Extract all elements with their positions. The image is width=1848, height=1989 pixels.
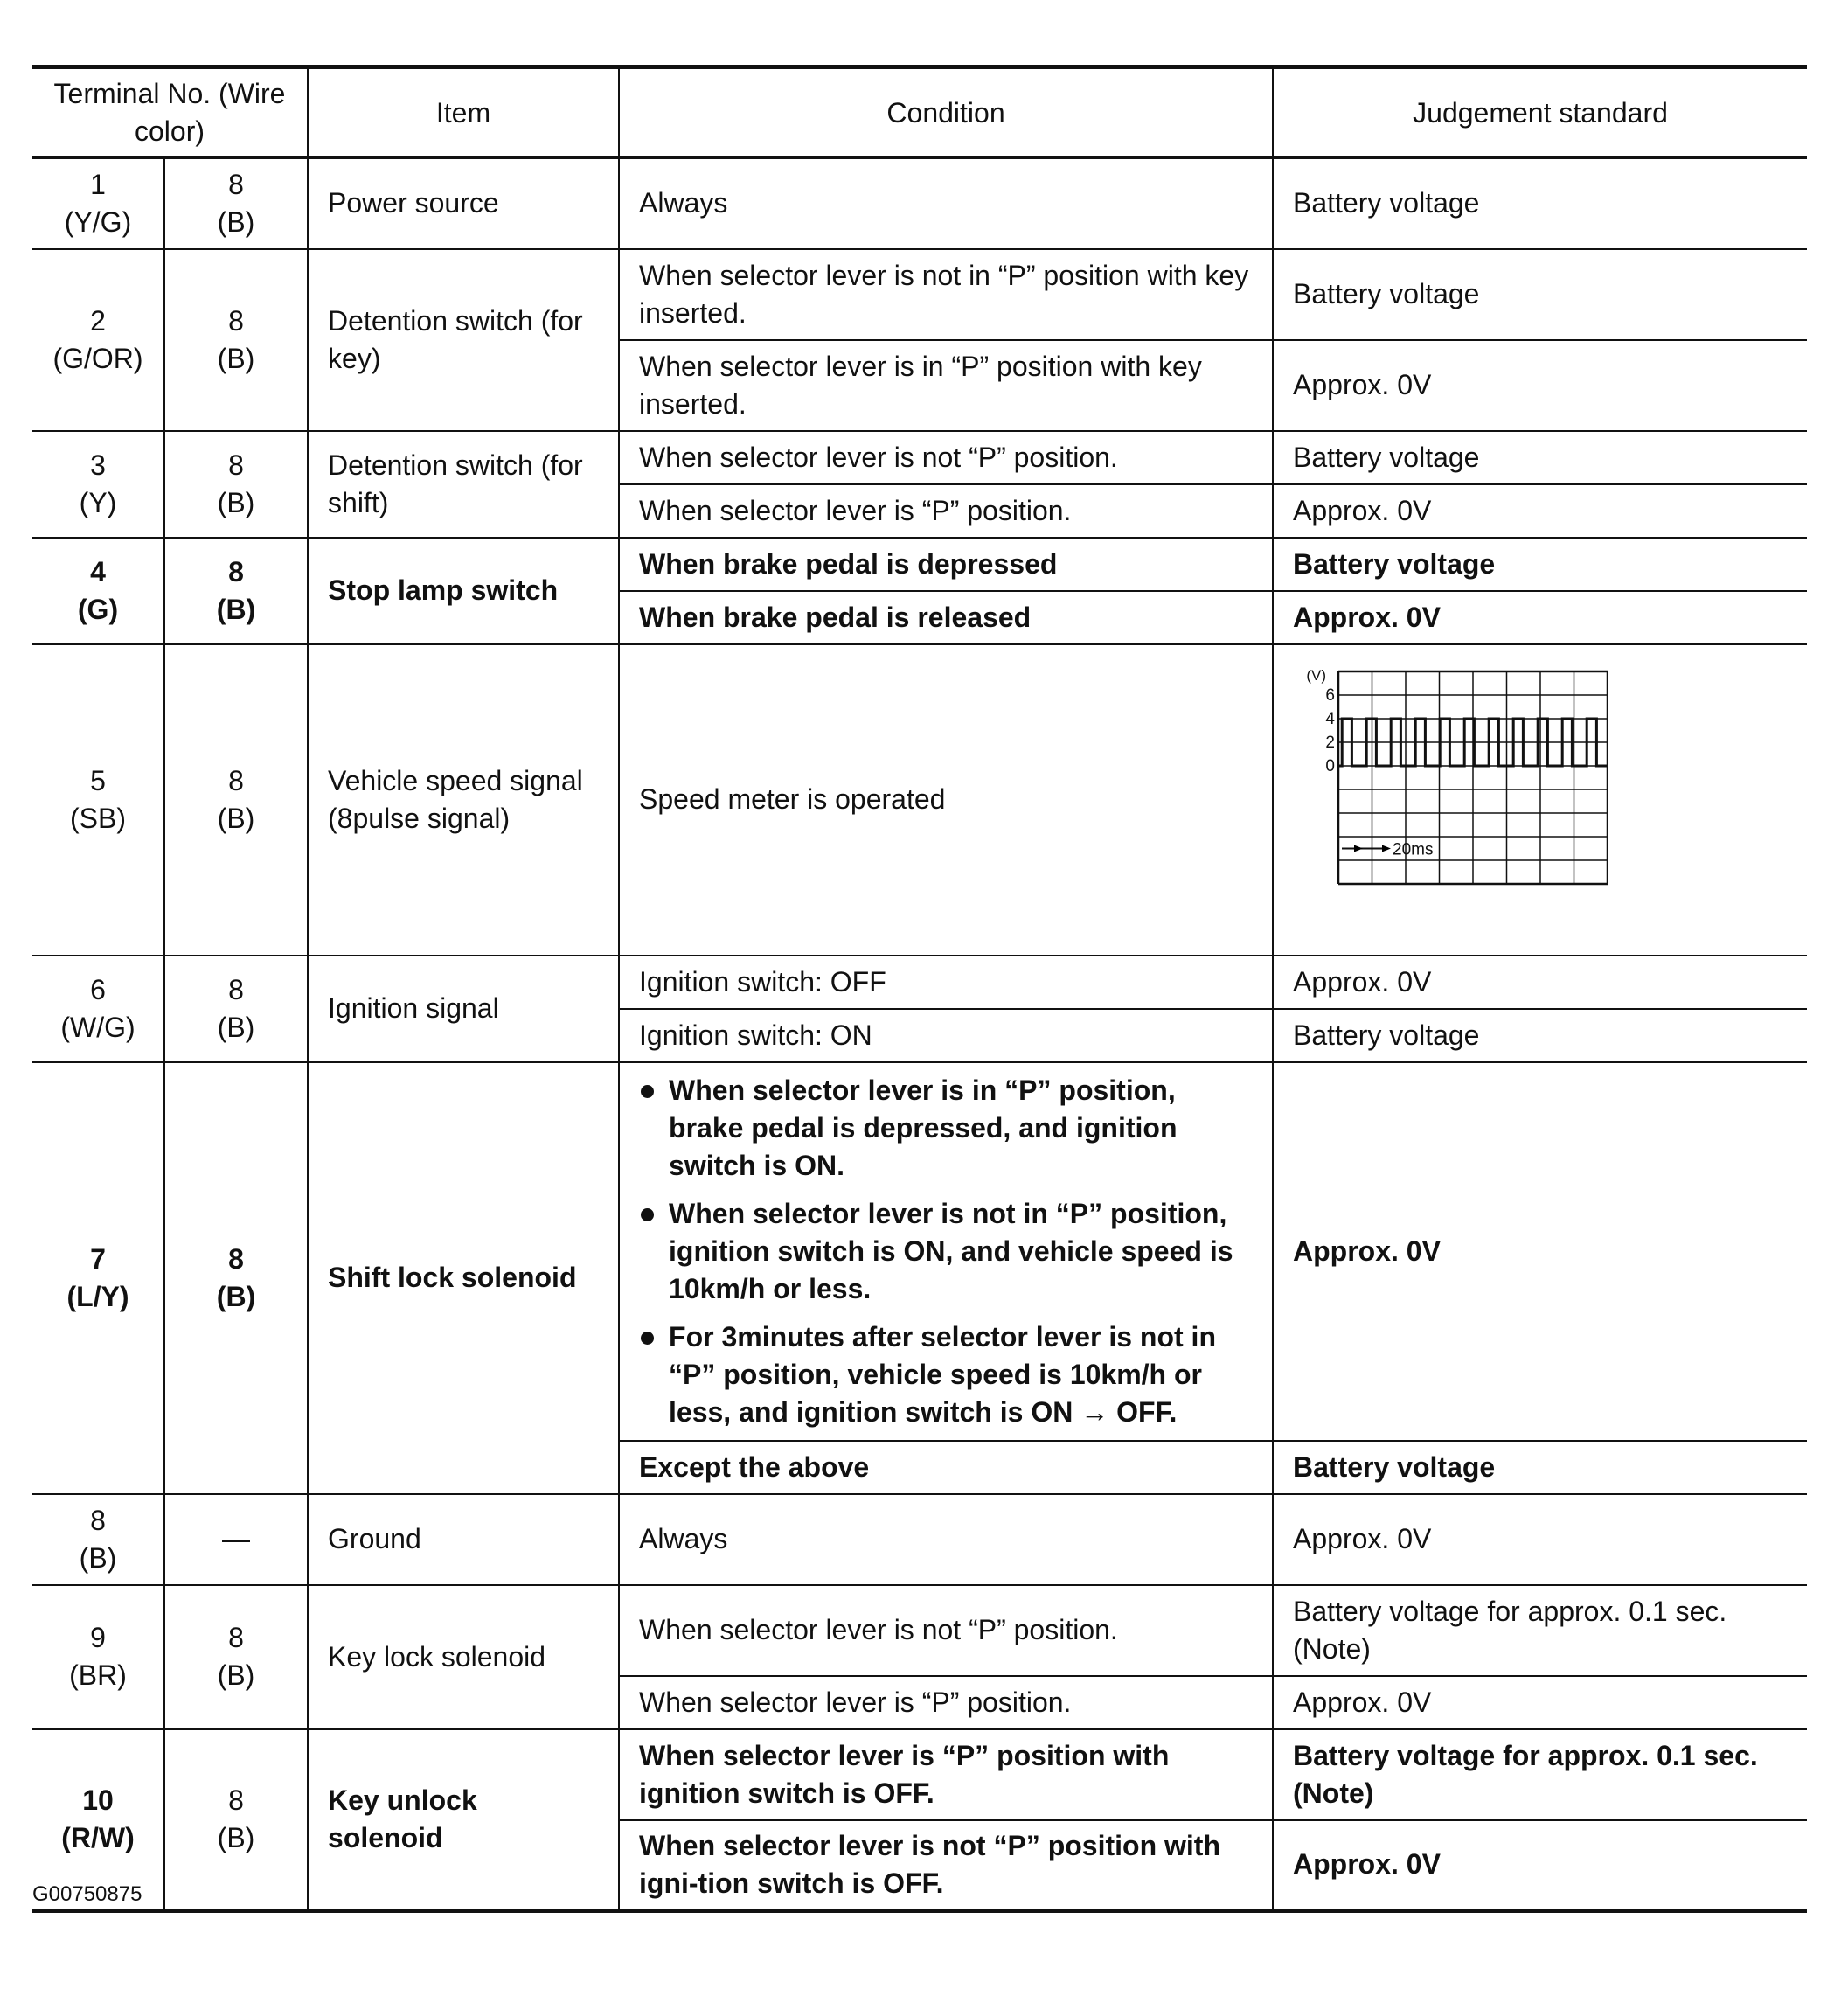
terminal-number: 3	[90, 449, 106, 481]
judgement-cell: Battery voltage	[1273, 538, 1807, 591]
wire-color: (Y)	[79, 486, 117, 518]
ground-wire-color: (B)	[217, 1659, 255, 1691]
y-tick-label: 6	[1325, 685, 1336, 705]
ground-terminal-cell	[164, 1585, 308, 1729]
condition-cell: When brake pedal is released	[619, 591, 1273, 644]
y-axis-label: (V)	[1306, 666, 1327, 684]
y-tick-label: 2	[1325, 733, 1336, 752]
table-row	[32, 1729, 1807, 1820]
ground-terminal-cell	[164, 158, 308, 249]
condition-cell: When selector lever is “P” position.	[619, 1676, 1273, 1729]
wire-color: (G)	[77, 593, 119, 625]
ground-wire-color: (B)	[217, 486, 255, 518]
header-condition: Condition	[619, 67, 1273, 158]
condition-cell: When selector lever is not “P” position with igni-tion switch is OFF.	[619, 1820, 1273, 1911]
judgement-cell: Approx. 0V	[1273, 1676, 1807, 1729]
arrowhead-icon	[1382, 845, 1391, 852]
wire-color: (W/G)	[60, 1011, 135, 1043]
figure-code: G00750875	[32, 1882, 142, 1906]
period-label: 20ms	[1393, 840, 1434, 859]
wire-color: (BR)	[69, 1659, 127, 1691]
ground-wire-color: (B)	[217, 1821, 255, 1853]
list-item: When selector lever is not in “P” position, ignition switch is ON, and vehicle speed is 10km/h or less.	[639, 1195, 1253, 1308]
terminal-number: 6	[90, 973, 106, 1005]
ground-terminal-number: 8	[228, 1242, 244, 1275]
wire-color: (SB)	[70, 802, 126, 834]
list-item: For 3minutes after selector lever is not in “P” position, vehicle speed is 10km/h or less, and ignition switch is ON → OFF.	[639, 1318, 1253, 1431]
header-item: Item	[308, 67, 619, 158]
condition-cell: Always	[619, 158, 1273, 249]
header-judgement: Judgement standard	[1273, 67, 1807, 158]
table-row	[32, 1585, 1807, 1676]
terminal-number: 2	[90, 304, 106, 337]
ground-wire-color: (B)	[216, 593, 256, 625]
ground-wire-color: (B)	[217, 802, 255, 834]
speed-signal-waveform-chart	[1293, 663, 1608, 899]
terminal-cell	[32, 1494, 164, 1585]
y-axis-ticks	[1325, 686, 1335, 775]
judgement-cell: Approx. 0V	[1273, 1062, 1807, 1441]
judgement-cell: Approx. 0V	[1273, 340, 1807, 431]
judgement-chart-cell	[1273, 644, 1807, 956]
item-cell: Power source	[308, 158, 619, 249]
ground-terminal-number: 8	[228, 555, 244, 588]
ground-terminal-number: 8	[228, 1784, 244, 1816]
terminal-number: 4	[90, 555, 106, 588]
wire-color: (Y/G)	[64, 205, 132, 238]
header-row	[32, 67, 1807, 158]
table-row	[32, 1494, 1807, 1585]
item-cell: Key lock solenoid	[308, 1585, 619, 1729]
terminal-number: 9	[90, 1622, 106, 1653]
ground-terminal-cell	[164, 431, 308, 538]
terminal-cell	[32, 644, 164, 956]
condition-cell: When selector lever is “P” position.	[619, 484, 1273, 538]
wire-color: (R/W)	[61, 1821, 135, 1853]
table-row	[32, 249, 1807, 340]
table-row	[32, 538, 1807, 591]
terminal-cell	[32, 158, 164, 249]
condition-cell: When selector lever is in “P” position with key inserted.	[619, 340, 1273, 431]
judgement-cell: Approx. 0V	[1273, 956, 1807, 1009]
judgement-cell: Battery voltage for approx. 0.1 sec. (Note)	[1273, 1729, 1807, 1820]
ground-terminal-cell	[164, 249, 308, 431]
item-cell: Detention switch (for shift)	[308, 431, 619, 538]
condition-cell: Always	[619, 1494, 1273, 1585]
condition-cell: When selector lever is not in “P” position with key inserted.	[619, 249, 1273, 340]
terminal-spec-table	[32, 65, 1807, 1913]
ground-terminal-number: —	[222, 1523, 250, 1554]
terminal-cell	[32, 1585, 164, 1729]
terminal-cell	[32, 1062, 164, 1494]
judgement-cell: Battery voltage	[1273, 431, 1807, 484]
terminal-number: 5	[90, 764, 106, 796]
ground-terminal-number: 8	[228, 449, 244, 481]
table-row	[32, 431, 1807, 484]
judgement-cell: Battery voltage	[1273, 1009, 1807, 1062]
table-row	[32, 644, 1807, 956]
ground-terminal-cell	[164, 1729, 308, 1911]
terminal-number: 8	[90, 1504, 106, 1536]
condition-cell: When selector lever is not “P” position.	[619, 431, 1273, 484]
wire-color: (G/OR)	[52, 342, 143, 374]
terminal-number: 1	[90, 168, 106, 200]
ground-terminal-number: 8	[228, 764, 244, 796]
ground-terminal-cell	[164, 538, 308, 644]
ground-wire-color: (B)	[216, 1280, 256, 1312]
ground-wire-color: (B)	[217, 342, 255, 374]
y-tick-label: 0	[1325, 756, 1336, 775]
ground-terminal-number: 8	[228, 973, 244, 1005]
terminal-cell	[32, 249, 164, 431]
ground-terminal-cell	[164, 644, 308, 956]
arrowhead-icon	[1354, 845, 1363, 852]
judgement-cell: Approx. 0V	[1273, 1820, 1807, 1911]
condition-cell: Ignition switch: OFF	[619, 956, 1273, 1009]
judgement-cell: Approx. 0V	[1273, 484, 1807, 538]
judgement-cell: Battery voltage for approx. 0.1 sec. (Note)	[1273, 1585, 1807, 1676]
condition-cell: When selector lever is “P” position with ignition switch is OFF.	[619, 1729, 1273, 1820]
judgement-cell: Approx. 0V	[1273, 1494, 1807, 1585]
terminal-cell	[32, 956, 164, 1062]
chart-grid	[1338, 671, 1608, 884]
ground-terminal-number: 8	[228, 304, 244, 337]
ground-terminal-number: 8	[228, 168, 244, 200]
judgement-cell: Battery voltage	[1273, 249, 1807, 340]
condition-cell: When brake pedal is depressed	[619, 538, 1273, 591]
condition-cell: Speed meter is operated	[619, 644, 1273, 956]
condition-bullets-cell	[619, 1062, 1273, 1441]
ground-terminal-cell	[164, 1062, 308, 1494]
wire-color: (B)	[79, 1541, 117, 1574]
header-terminal-no: Terminal No. (Wire color)	[32, 67, 308, 158]
condition-bullet-list	[639, 1068, 1253, 1435]
condition-cell: Except the above	[619, 1441, 1273, 1494]
judgement-cell: Battery voltage	[1273, 1441, 1807, 1494]
condition-cell: Ignition switch: ON	[619, 1009, 1273, 1062]
y-tick-label: 4	[1325, 709, 1336, 728]
period-annotation	[1342, 840, 1433, 859]
table-row	[32, 1062, 1807, 1441]
ground-wire-color: (B)	[217, 1011, 255, 1043]
item-cell: Stop lamp switch	[308, 538, 619, 644]
item-cell: Detention switch (for key)	[308, 249, 619, 431]
terminal-number: 7	[90, 1242, 106, 1275]
ground-wire-color: (B)	[217, 205, 255, 238]
list-item: When selector lever is in “P” position, brake pedal is depressed, and ignition switch is ON.	[639, 1072, 1253, 1185]
terminal-cell	[32, 538, 164, 644]
terminal-cell	[32, 431, 164, 538]
judgement-cell: Battery voltage	[1273, 158, 1807, 249]
wire-color: (L/Y)	[66, 1280, 129, 1312]
item-cell: Key unlock solenoid	[308, 1729, 619, 1911]
ground-terminal-number: 8	[228, 1622, 244, 1653]
item-cell: Vehicle speed signal (8pulse signal)	[308, 644, 619, 956]
item-cell: Shift lock solenoid	[308, 1062, 619, 1494]
ground-terminal-cell	[164, 1494, 308, 1585]
item-cell: Ground	[308, 1494, 619, 1585]
table-row	[32, 956, 1807, 1009]
terminal-number: 10	[82, 1784, 114, 1816]
judgement-cell: Approx. 0V	[1273, 591, 1807, 644]
condition-cell: When selector lever is not “P” position.	[619, 1585, 1273, 1676]
ground-terminal-cell	[164, 956, 308, 1062]
item-cell: Ignition signal	[308, 956, 619, 1062]
table-row	[32, 158, 1807, 249]
